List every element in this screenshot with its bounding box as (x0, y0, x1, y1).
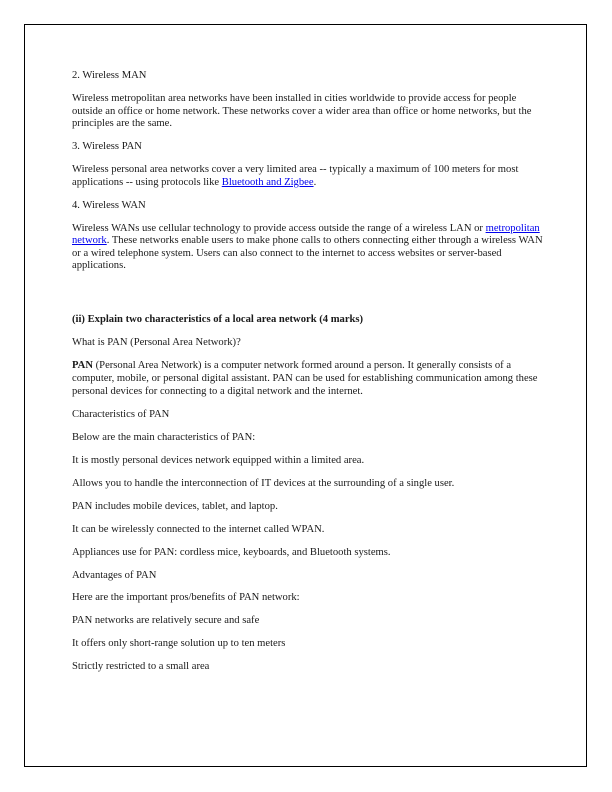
spacer (72, 283, 544, 314)
characteristics-title: Characteristics of PAN (72, 408, 170, 420)
advantage-item: PAN networks are relatively secure and safe (72, 615, 260, 627)
what-is-pan: What is PAN (Personal Area Network)? (72, 337, 241, 349)
text: . These networks enable users to make phone calls to others connecting either through a wireless WAN or a wired telephone system. Users can also connect to the internet to access websites or server-based applications. (72, 235, 543, 272)
advantage-item: Strictly restricted to a small area (72, 661, 210, 673)
section-title-wireless-wan: 4. Wireless WAN (72, 199, 146, 211)
text: . (313, 176, 317, 188)
characteristic-item: Allows you to handle the interconnection of IT devices at the surrounding of a single user. (72, 477, 455, 489)
metropolitan-network-link[interactable]: metropolitan network (72, 222, 540, 247)
text: Wireless personal area networks cover a very limited area -- typically a maximum of 100 meters for most applications -- using protocols like (72, 164, 519, 188)
characteristic-item: Appliances use for PAN: cordless mice, keyboards, and Bluetooth systems. (72, 546, 391, 558)
text: (Personal Area Network) is a computer network formed around a person. It generally consists of a computer, mobile, or personal digital assistant. PAN can be used for establishing communication among these personal devices for connecting to a digital network and the internet. (72, 360, 538, 397)
text: Wireless WANs use cellular technology to provide access outside the range of a wireless LAN or (72, 222, 486, 234)
bluetooth-zigbee-link[interactable]: Bluetooth and Zigbee (221, 176, 314, 188)
section-title-wireless-man: 2. Wireless MAN (72, 70, 147, 81)
document-body (72, 70, 544, 684)
paragraph-wireless-wan (72, 223, 544, 273)
question-heading: (ii) Explain two characteristics of a local area network (4 marks) (72, 314, 364, 326)
characteristic-item: PAN includes mobile devices, tablet, and laptop. (72, 500, 278, 512)
pan-definition (72, 360, 544, 398)
advantages-intro: Here are the important pros/benefits of PAN network: (72, 592, 300, 604)
paragraph-wireless-man: Wireless metropolitan area networks have been installed in cities worldwide to provide access for people outside an office or home network. These networks cover a wider area than office or home networks, but the principles are the same. (72, 92, 532, 130)
characteristics-intro: Below are the main characteristics of PAN: (72, 431, 256, 443)
paragraph-wireless-pan (72, 164, 544, 189)
advantage-item: It offers only short-range solution up to ten meters (72, 638, 286, 650)
advantages-title: Advantages of PAN (72, 569, 157, 581)
characteristic-item: It can be wirelessly connected to the internet called WPAN. (72, 523, 325, 535)
pan-bold-term: PAN (72, 360, 93, 372)
characteristic-item: It is mostly personal devices network equipped within a limited area. (72, 454, 365, 466)
section-title-wireless-pan: 3. Wireless PAN (72, 141, 142, 153)
